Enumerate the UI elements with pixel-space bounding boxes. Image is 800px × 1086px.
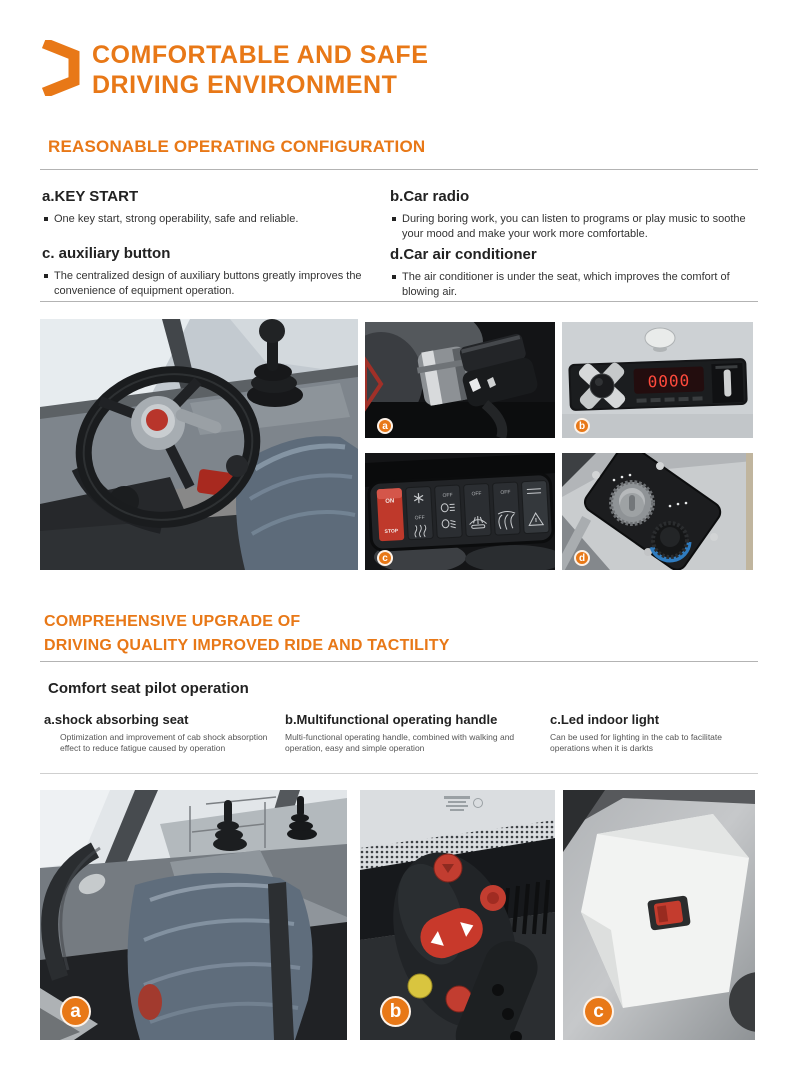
- page-title-line1: COMFORTABLE AND SAFE: [92, 41, 429, 69]
- car-radio-illustration: [562, 322, 753, 438]
- feature-title: b.Car radio: [390, 188, 470, 205]
- feature-desc: Can be used for lighting in the cab to facilitate operations when it is darkts: [550, 732, 722, 753]
- feature-air-conditioner: [390, 246, 760, 300]
- divider: [40, 169, 758, 170]
- chevron-logo-icon: [40, 40, 84, 96]
- photo-switch-panel: [365, 453, 555, 570]
- feature-title: a.KEY START: [42, 188, 139, 205]
- photo-cab-interior: [40, 319, 358, 570]
- photo-key-start: [365, 322, 555, 438]
- photo-badge: c: [377, 550, 393, 566]
- feature-bullet: During boring work, you can listen to programs or play music to soothe your mood and make your work more comfortable.: [390, 212, 760, 242]
- switch-off-label: OFF: [471, 490, 482, 498]
- switch-off-label: OFF: [442, 492, 453, 499]
- section2-heading-line2: DRIVING QUALITY IMPROVED RIDE AND TACTILITY: [44, 637, 450, 654]
- feature-title: d.Car air conditioner: [390, 246, 537, 263]
- feature-bullet: The centralized design of auxiliary buttons greatly improves the convenience of equipment operation.: [42, 269, 372, 299]
- photo-badge: d: [574, 550, 590, 566]
- section2-heading-line1: COMPREHENSIVE UPGRADE OF: [44, 613, 301, 630]
- photo-badge: a: [60, 996, 91, 1027]
- feature-title: a.shock absorbing seat: [44, 712, 189, 727]
- photo-led-light: [563, 790, 755, 1040]
- photo-badge: a: [377, 418, 393, 434]
- page-title-line2: DRIVING ENVIRONMENT: [92, 71, 398, 99]
- photo-seat: [40, 790, 347, 1040]
- switch-on-label: ON: [385, 498, 395, 505]
- feature-led-light: [550, 712, 762, 754]
- section2-heading: [44, 610, 450, 658]
- feature-title: b.Multifunctional operating handle: [285, 712, 498, 727]
- key-start-illustration: [365, 322, 555, 438]
- feature-key-start: [42, 188, 372, 227]
- photo-car-radio: [562, 322, 753, 438]
- feature-car-radio: [390, 188, 760, 242]
- feature-bullet: One key start, strong operability, safe and reliable.: [42, 212, 372, 227]
- section1-heading: REASONABLE OPERATING CONFIGURATION: [48, 137, 426, 156]
- cab-interior-illustration: [40, 319, 358, 570]
- comfort-subheading: Comfort seat pilot operation: [48, 680, 249, 697]
- switch-panel-illustration: [365, 453, 555, 570]
- feature-title: c.Led indoor light: [550, 712, 660, 727]
- feature-auxiliary-button: [42, 245, 372, 299]
- feature-bullet: The air conditioner is under the seat, which improves the comfort of blowing air.: [390, 270, 760, 300]
- page-title: [92, 40, 428, 100]
- switch-off-label: OFF: [500, 489, 511, 496]
- divider: [40, 661, 758, 662]
- photo-ac-control: [562, 453, 753, 570]
- ac-control-illustration: [562, 453, 753, 570]
- photo-operating-handle: [360, 790, 555, 1040]
- switch-stop-label: STOP: [384, 528, 399, 535]
- photo-badge: c: [583, 996, 614, 1027]
- radio-display: 0000: [647, 370, 691, 392]
- photo-badge: b: [380, 996, 411, 1027]
- feature-desc: Optimization and improvement of cab shock absorption effect to reduce fatigue caused by operation: [60, 732, 268, 753]
- divider: [40, 773, 758, 774]
- feature-title: c. auxiliary button: [42, 245, 171, 262]
- feature-shock-seat: [44, 712, 274, 754]
- photo-badge: b: [574, 418, 590, 434]
- feature-desc: Multi-functional operating handle, combined with walking and operation, easy and simple operation: [285, 732, 515, 753]
- feature-operating-handle: [285, 712, 535, 754]
- divider: [40, 301, 758, 302]
- switch-off-label: OFF: [414, 514, 425, 522]
